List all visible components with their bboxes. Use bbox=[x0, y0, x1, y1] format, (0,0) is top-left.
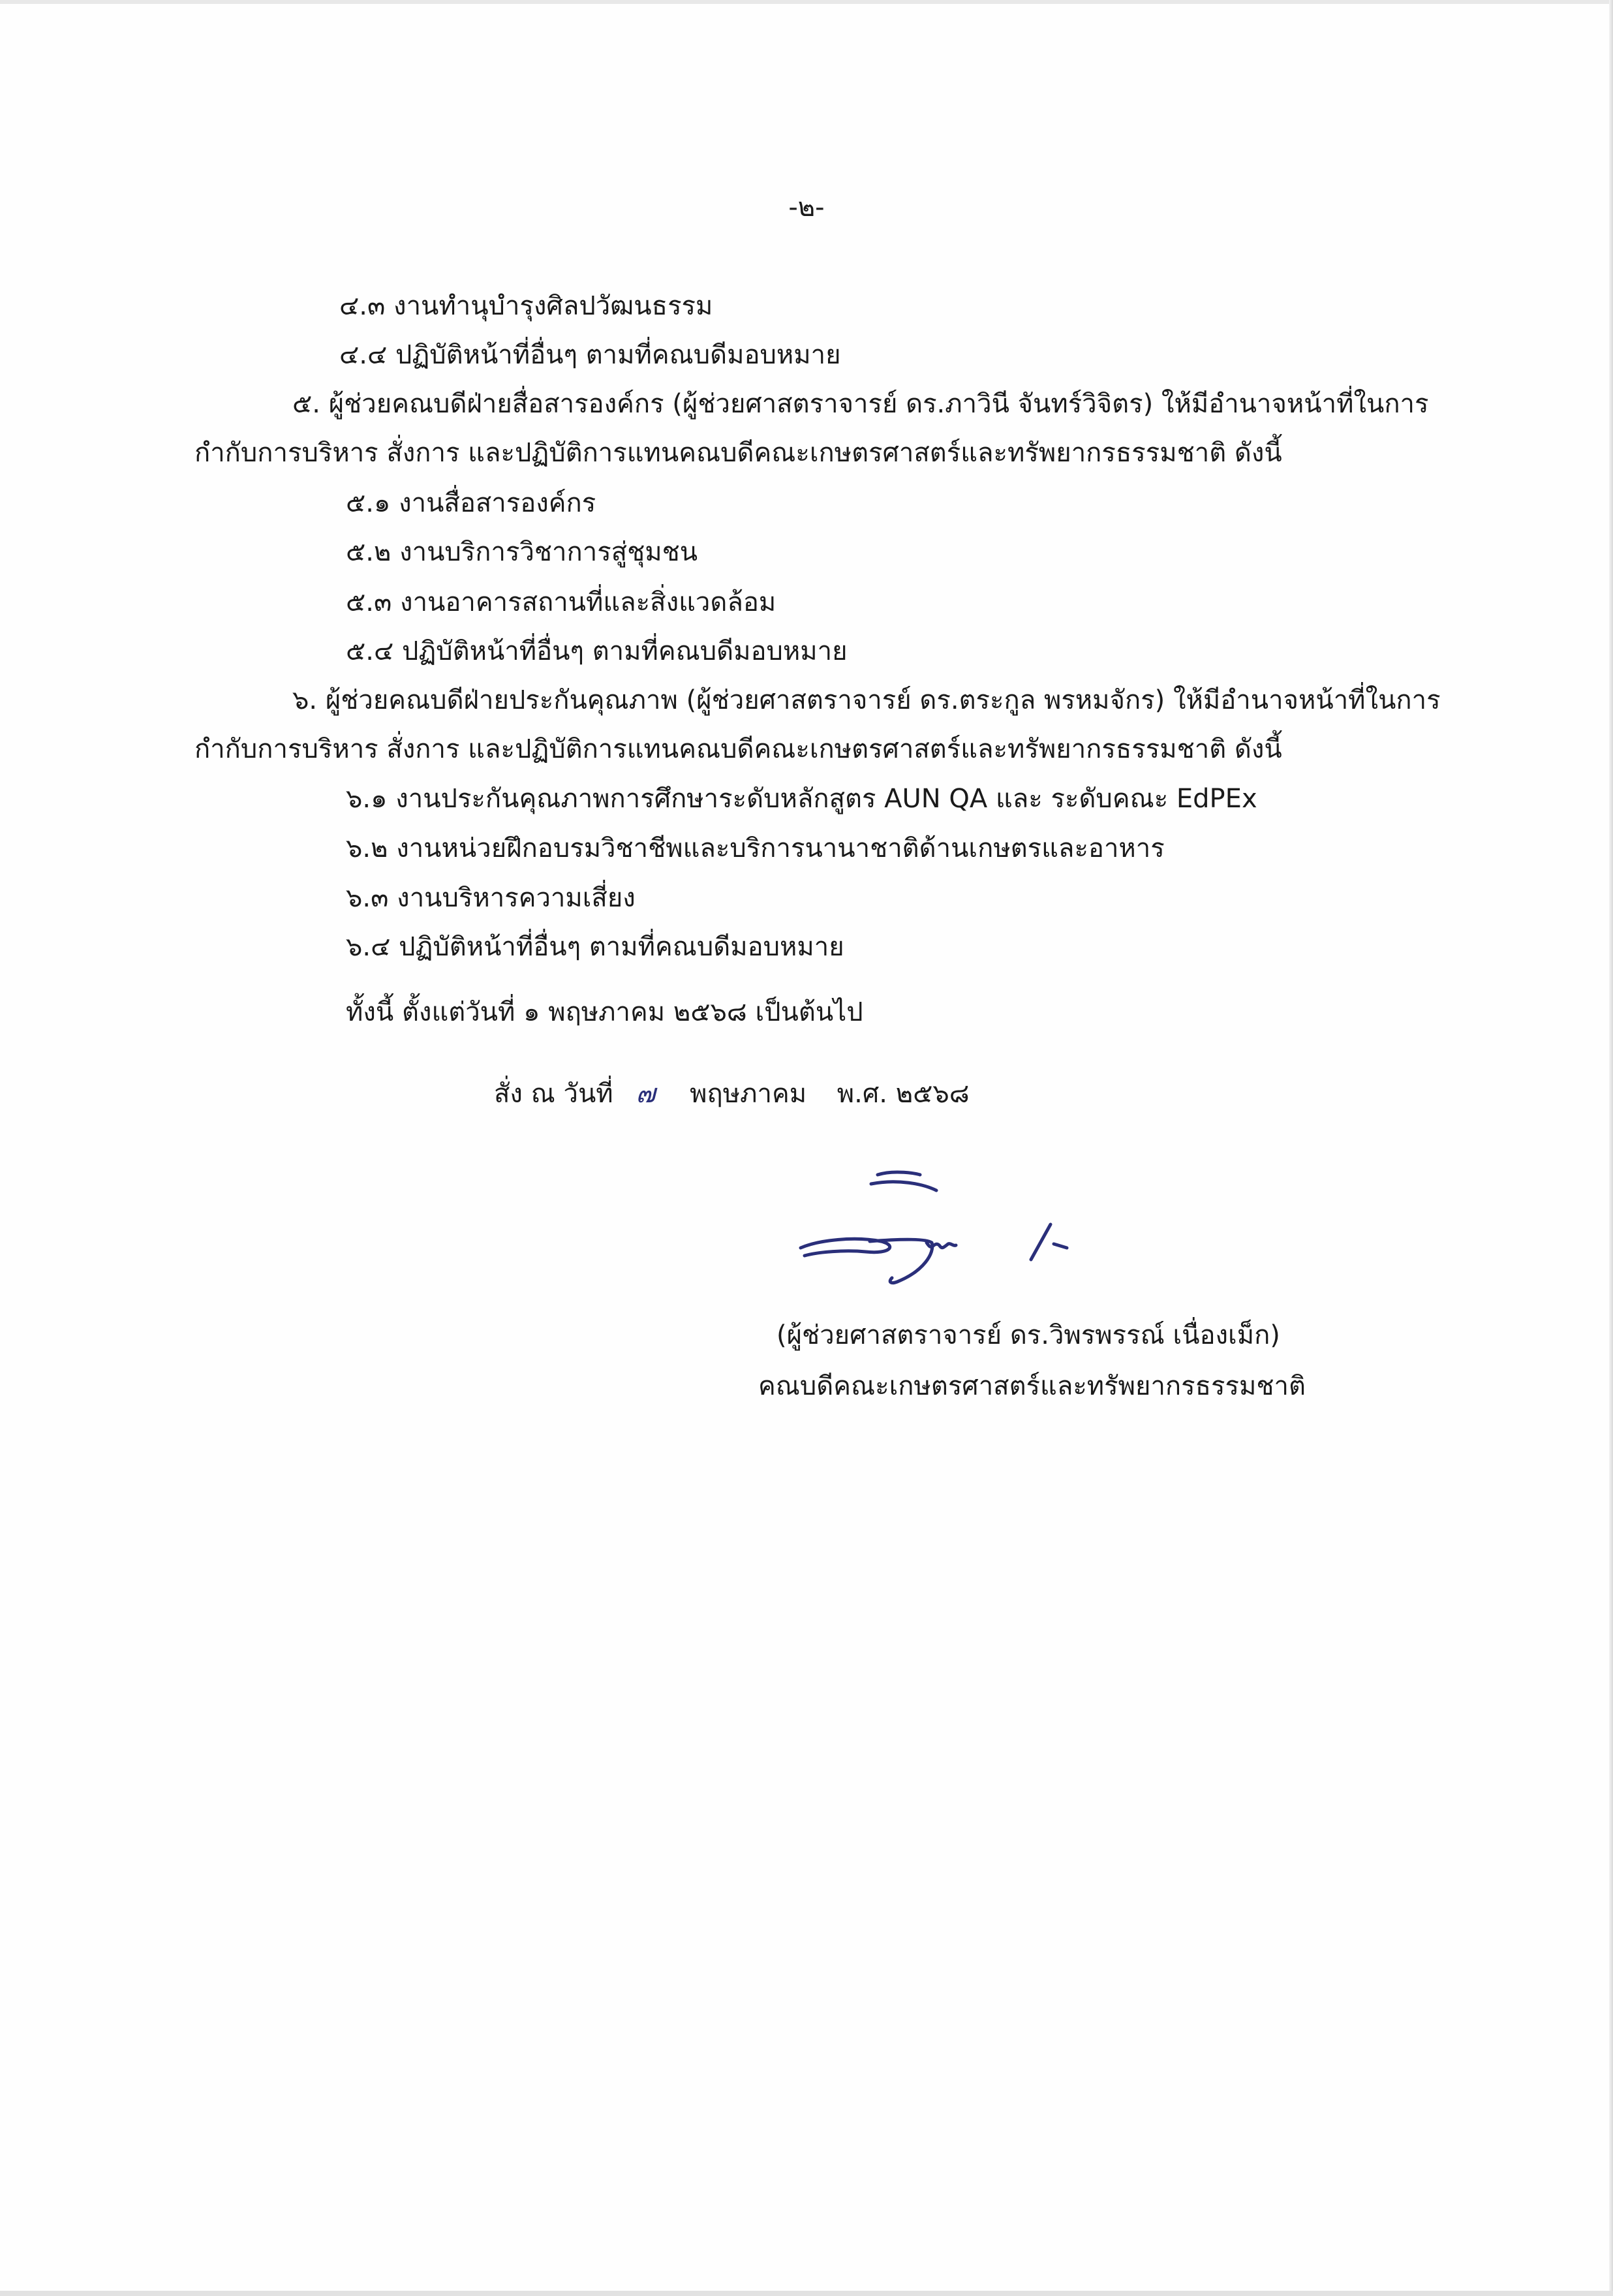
item-5-3: ๕.๓ งานอาคารสถานที่และสิ่งแวดล้อม bbox=[346, 587, 776, 617]
section-5-heading: ๕. ผู้ช่วยคณบดีฝ่ายสื่อสารองค์กร (ผู้ช่วยศาสตราจารย์ ดร.ภาวินี จันทร์วิจิตร) ให้มีอำนาจหน้าที่ในการ bbox=[292, 389, 1429, 419]
section-6-heading-cont: กำกับการบริหาร สั่งการ และปฏิบัติการแทนคณบดีคณะเกษตรศาสตร์และทรัพยากรธรรมชาติ ดังนี้ bbox=[194, 734, 1282, 764]
order-date bbox=[494, 1077, 970, 1111]
item-4-4: ๔.๔ ปฏิบัติหน้าที่อื่นๆ ตามที่คณบดีมอบหมาย bbox=[339, 340, 841, 370]
item-6-3: ๖.๓ งานบริหารความเสี่ยง bbox=[346, 883, 636, 913]
signatory-position: คณบดีคณะเกษตรศาสตร์และทรัพยากรธรรมชาติ bbox=[758, 1371, 1306, 1401]
scan-edge-top bbox=[0, 0, 1613, 4]
item-6-2: ๖.๒ งานหน่วยฝึกอบรมวิชาชีพและบริการนานาชาติด้านเกษตรและอาหาร bbox=[346, 833, 1165, 863]
page-number: -๒- bbox=[788, 193, 825, 223]
order-date-month: พฤษภาคม bbox=[690, 1079, 807, 1109]
scan-edge-bottom bbox=[0, 2291, 1613, 2296]
order-date-prefix: สั่ง ณ วันที่ bbox=[494, 1079, 613, 1109]
order-date-year: พ.ศ. ๒๕๖๘ bbox=[837, 1079, 970, 1109]
signature-image bbox=[793, 1162, 1158, 1305]
section-5-heading-cont: กำกับการบริหาร สั่งการ และปฏิบัติการแทนคณบดีคณะเกษตรศาสตร์และทรัพยากรธรรมชาติ ดังนี้ bbox=[194, 438, 1282, 468]
order-date-day: ๗ bbox=[636, 1079, 656, 1109]
item-5-1: ๕.๑ งานสื่อสารองค์กร bbox=[346, 488, 596, 518]
item-6-1: ๖.๑ งานประกันคุณภาพการศึกษาระดับหลักสูตร AUN QA และ ระดับคณะ EdPEx bbox=[346, 784, 1257, 814]
item-6-4: ๖.๔ ปฏิบัติหน้าที่อื่นๆ ตามที่คณบดีมอบหมาย bbox=[346, 932, 844, 962]
item-5-4: ๕.๔ ปฏิบัติหน้าที่อื่นๆ ตามที่คณบดีมอบหมาย bbox=[346, 636, 848, 666]
effective-statement: ทั้งนี้ ตั้งแต่วันที่ ๑ พฤษภาคม ๒๕๖๘ เป็นต้นไป bbox=[346, 997, 863, 1027]
item-4-3: ๔.๓ งานทำนุบำรุงศิลปวัฒนธรรม bbox=[339, 291, 713, 321]
section-6-heading: ๖. ผู้ช่วยคณบดีฝ่ายประกันคุณภาพ (ผู้ช่วยศาสตราจารย์ ดร.ตระกูล พรหมจักร) ให้มีอำนาจหน้าที่ในการ bbox=[292, 685, 1441, 715]
signatory-name: (ผู้ช่วยศาสตราจารย์ ดร.วิพรพรรณ์ เนื่องเม็ก) bbox=[776, 1320, 1280, 1350]
item-5-2: ๕.๒ งานบริการวิชาการสู่ชุมชน bbox=[346, 537, 698, 567]
scan-edge-right bbox=[1609, 0, 1613, 2296]
